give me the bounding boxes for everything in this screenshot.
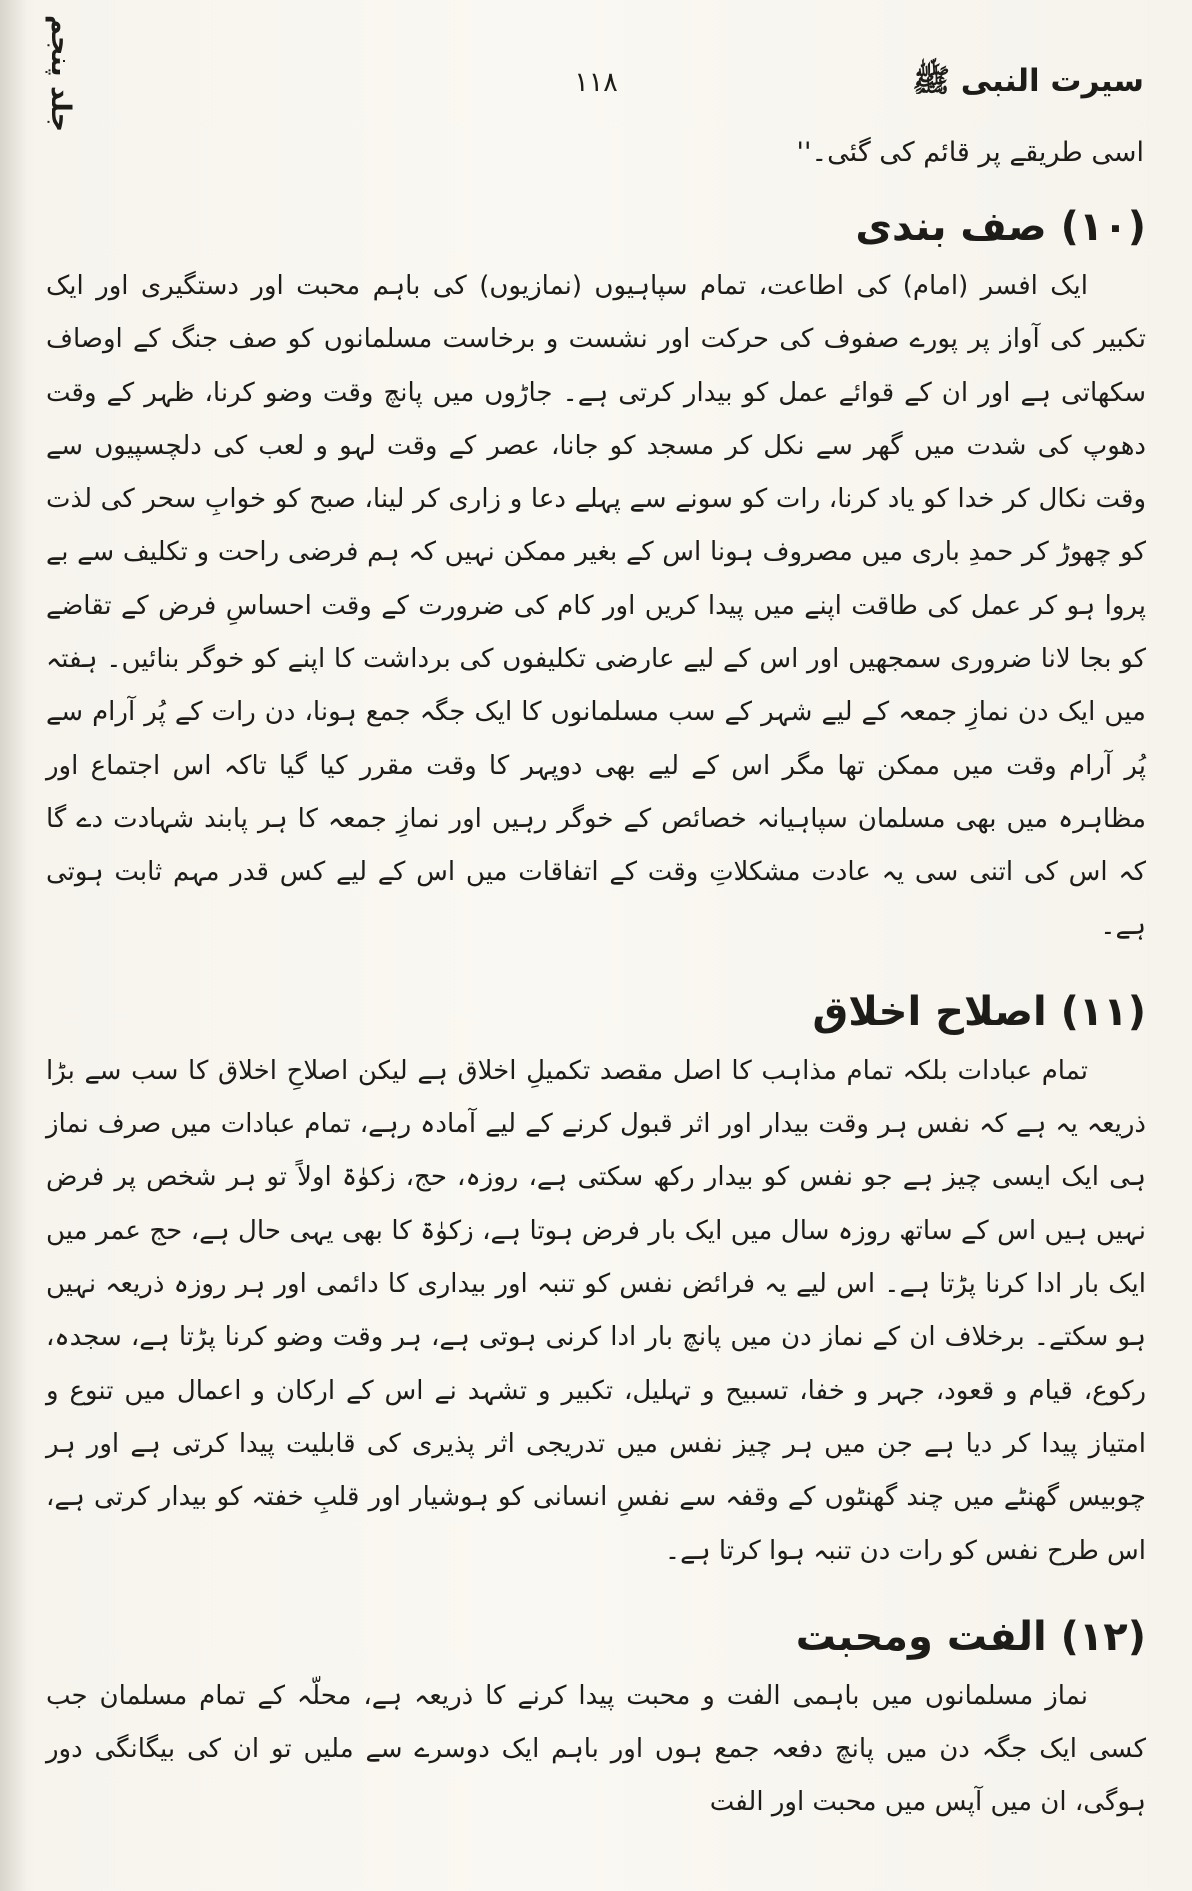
section-heading: (۱۲) الفت ومحبت bbox=[795, 1613, 1146, 1660]
section-body: نماز مسلمانوں میں باہمی الفت و محبت پیدا کرنے کا ذریعہ ہے، محلّہ کے تمام مسلمان جب کسی ایک جگہ دن میں پانچ دفعہ جمع ہوں اور باہم ایک دوسرے سے ملیں تو ان کی بیگانگی دور ہوگی، ان میں آپس میں محبت اور الفت bbox=[46, 1680, 1146, 1818]
section-heading: (۱۰) صف بندی bbox=[855, 204, 1146, 250]
section-ulfat-muhabbat bbox=[0, 1614, 1192, 1830]
section-body: تمام عبادات بلکہ تمام مذاہب کا اصل مقصد تکمیلِ اخلاق ہے لیکن اصلاحِ اخلاق کا سب سے بڑا ذریعہ یہ ہے کہ نفس ہر وقت بیدار اور اثر قبول کرنے کے لیے آمادہ رہے، تمام عبادات میں صرف نماز ہی ایک ایسی چیز ہے جو نفس کو بیدار رکھ سکتی ہے، روزہ، حج، زکوٰۃ اولاً تو ہر شخص پر فرض نہیں ہیں اس کے ساتھ روزہ سال میں ایک بار فرض ہوتا ہے، زکوٰۃ کا بھی یہی حال ہے، حج عمر میں ایک بار ادا کرنا پڑتا ہے۔ اس لیے یہ فرائض نفس کو تنبہ اور بیداری کا دائمی اور ہر روزہ ذریعہ نہیں ہو سکتے۔ برخلاف ان کے نماز دن میں پانچ بار ادا کرنی ہوتی ہے، ہر وقت وضو کرنا پڑتا ہے، سجدہ، رکوع، قیام و قعود، جہر و خفا، تسبیح و تہلیل، تکبیر و تشہد نے اس کے ارکان و اعمال میں تنوع و امتیاز پیدا کر دیا ہے جن میں ہر چیز نفس میں تدریجی اثر پذیری کی قابلیت پیدا کرتی ہے اور ہر چوبیس گھنٹے میں چند گھنٹوں کے وقفہ سے نفسِ انسانی کو ہوشیار اور قلبِ خفتہ کو بیدار کرتی ہے، اس طرح نفس کو رات دن تنبہ ہوا کرتا ہے۔ bbox=[46, 1055, 1146, 1566]
page-header bbox=[0, 0, 1192, 107]
section-saf-bandi bbox=[0, 204, 1192, 953]
book-title: سیرت النبی ﷺ bbox=[912, 63, 1144, 99]
section-body: ایک افسر (امام) کی اطاعت، تمام سپاہیوں (نمازیوں) کی باہم محبت اور دستگیری اور ایک تکبیر کی آواز پر پورے صفوف کی حرکت اور نشست و برخاست مسلمانوں کو صف جنگ کے اوصاف سکھاتی ہے اور ان کے قوائے عمل کو بیدار کرتی ہے۔ جاڑوں میں پانچ وقت وضو کرنا، ظہر کے وقت دھوپ کی شدت میں گھر سے نکل کر مسجد کو جانا، عصر کے وقت لہو و لعب کی دلچسپیوں سے وقت نکال کر خدا کو یاد کرنا، رات کو سونے سے پہلے دعا و زاری کر لینا، صبح کو خوابِ سحر کی لذت کو چھوڑ کر حمدِ باری میں مصروف ہونا اس کے بغیر ممکن نہیں کہ ہم فرضی راحت و تکلیف سے بے پروا ہو کر عمل کی طاقت اپنے میں پیدا کریں اور کام کی ضرورت کے وقت احساسِ فرض کے تقاضے کو بجا لانا ضروری سمجھیں اور اس کے لیے عارضی تکلیفوں کی برداشت کا اپنے کو خوگر بنائیں۔ ہفتہ میں ایک دن نمازِ جمعہ کے لیے شہر کے سب مسلمانوں کا ایک جگہ جمع ہونا، دن رات کے پُر آرام سے پُر آرام وقت میں ممکن تھا مگر اس کے لیے بھی دوپہر کا وقت مقرر کیا گیا تاکہ اس اجتماع اور مظاہرہ میں بھی مسلمان سپاہیانہ خصائص کے خوگر رہیں اور نمازِ جمعہ کا ہر پابند شہادت دے گا کہ اس کی اتنی سی یہ عادت مشکلاتِ وقت کے اتفاقات میں اس کے لیے کس قدر مہم ثابت ہوتی ہے۔ bbox=[46, 271, 1146, 941]
section-heading: (۱۱) اصلاح اخلاق bbox=[812, 988, 1146, 1035]
page-number: ۱۱۸ bbox=[574, 67, 618, 98]
quote-closing-line: اسی طریقے پر قائم کی گئی۔'' bbox=[796, 137, 1144, 168]
volume-label: جلد پنجم bbox=[45, 14, 77, 133]
section-islah-akhlaq bbox=[0, 989, 1192, 1578]
